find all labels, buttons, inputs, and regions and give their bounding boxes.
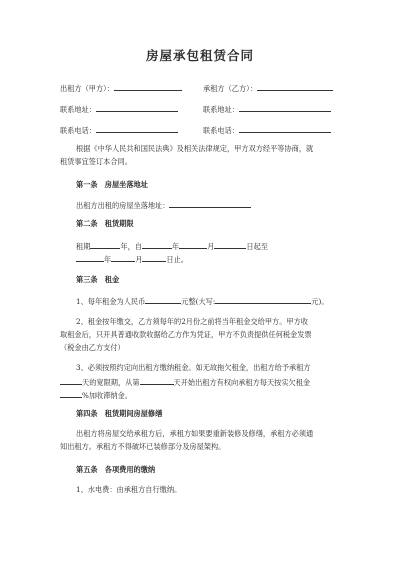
lease-term-row-1 [76,240,268,252]
year-label: 年 [104,255,112,264]
lessor-address-blank[interactable] [96,103,178,112]
repair-line-1: 出租方将房屋交给承租方后，承租方如果要重新装修及修缮，承租方必须通 [76,429,314,438]
rent-capital-blank[interactable] [215,295,311,304]
utility-fee-line: 1、水电费：由承租方自行缴纳。 [76,485,182,494]
article-2-heading: 第二条 租赁期限 [76,219,134,228]
late-fee-line-1: 3、必须按照约定向出租方缴纳租金。如无故拖欠租金，出租方给予承租方 [76,363,311,372]
rent-label: 1、每年租金为人民币 [76,297,146,306]
repair-line-2: 知出租方。承租方不得破坏已装修部分及房屋架构。 [60,442,226,451]
lessee-address-label: 联系地址： [203,105,239,114]
lessor-address-row [60,103,178,115]
grace-days-blank[interactable] [60,376,82,385]
from-label: 年，自 [120,242,142,251]
lessee-address-blank[interactable] [239,103,331,112]
lessee-phone-blank[interactable] [239,124,331,133]
rent-amount-blank[interactable] [145,295,181,304]
property-address-blank[interactable] [169,199,251,208]
rent-amount-row [76,295,328,307]
end-month-blank[interactable] [111,253,135,262]
lessee-address-row [203,103,331,115]
intro-line-1: 根据《中华人民共和国民法典》及相关法律规定，甲方双方经平等协商，就 [76,144,314,153]
article-1-heading: 第一条 房屋坐落地址 [76,180,148,189]
lessor-row [60,82,182,94]
lessee-row [203,82,333,94]
term-label: 租期 [76,242,91,251]
late-fee-line-3 [60,389,132,401]
article-3-heading: 第三条 租金 [76,275,120,284]
article-5-heading: 第五条 各项费用的缴纳 [76,465,156,474]
rent-payment-line-2: 取租金后，只开具普通收款收据给乙方作为凭证，甲方不负责提供任何税金发票 [60,330,312,339]
intro-line-2: 租赁事宜签订本合同。 [60,157,132,166]
document-title: 房屋承包租赁合同 [145,48,254,63]
month-label: 月 [135,255,143,264]
lease-term-row-2 [76,253,188,265]
rent-capital-label: 元整(大写: [181,297,216,306]
start-year-blank[interactable] [142,240,172,249]
rent-payment-line-3: （税金由乙方支付） [60,343,125,352]
lessor-phone-blank[interactable] [96,124,178,133]
article-1-row [76,199,251,211]
late-fee-label: 天开始出租方有权向承租方每天按实欠租金 [173,378,311,387]
end-year-blank[interactable] [76,253,104,262]
grace-label: 天的宽限期，从第 [82,378,140,387]
lessee-phone-label: 联系电话： [203,126,239,135]
article-4-heading: 第四条 租赁期间房屋修缮 [76,409,163,418]
lessor-phone-row [60,124,178,136]
lessee-phone-row [203,124,331,136]
start-day-blank[interactable] [214,240,246,249]
lessor-phone-label: 联系电话： [60,126,96,135]
lessee-label: 承租方（乙方）： [203,84,257,93]
start-day-number-blank[interactable] [140,376,174,385]
rent-unit-label: 元)。 [311,297,329,306]
rent-payment-line-1: 2、租金按年缴交，乙方须每年的2月份之前将当年租金交给甲方。甲方收 [76,317,308,326]
lessee-blank[interactable] [257,82,333,91]
month-label: 月 [207,242,215,251]
year-label: 年 [171,242,180,251]
late-fee-percent-label: %加收滞纳金。 [82,391,132,400]
late-fee-percent-blank[interactable] [60,389,82,398]
start-month-blank[interactable] [179,240,207,249]
address-label: 出租方出租的房屋坐落地址： [76,201,170,210]
lessor-blank[interactable] [114,82,182,91]
late-fee-line-2 [60,376,310,388]
end-day-blank[interactable] [142,253,166,262]
day-end-label: 日止。 [166,255,188,264]
day-from-label: 日起至 [246,242,268,251]
term-years-blank[interactable] [90,240,120,249]
lessor-label: 出租方（甲方）： [60,84,114,93]
lessor-address-label: 联系地址： [60,105,96,114]
